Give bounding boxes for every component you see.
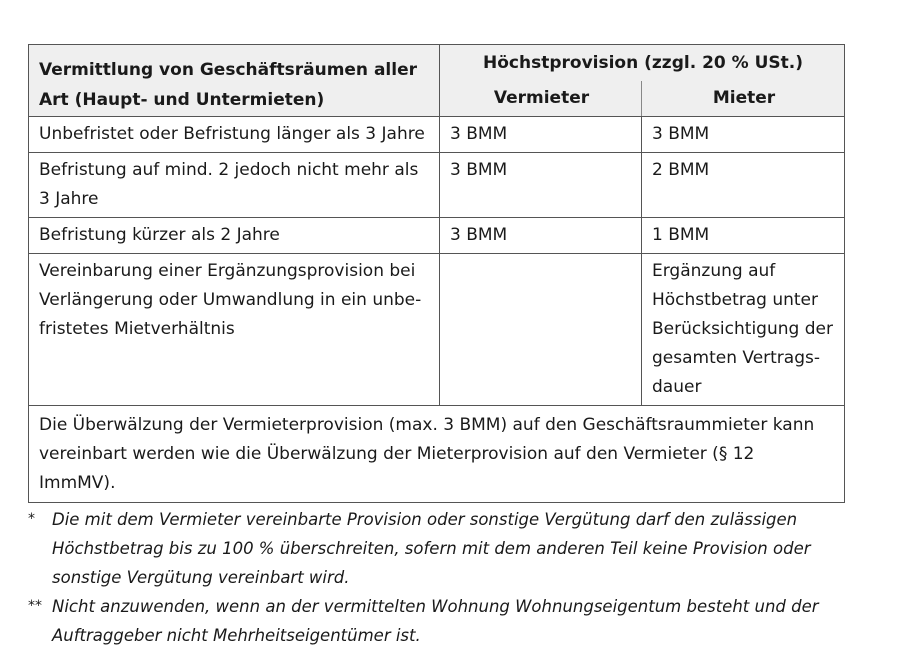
header-max-commission: Höchstprovision (zzgl. 20 % USt.) [440,45,845,82]
transfer-note: Die Überwälzung der Vermieterprovision (max. 3 BMM) auf den Geschäftsraummieter kann vereinbart werden wie die Überwälzung der Mieterprovision auf den Vermieter (§ 12 ImmMV). [29,406,845,503]
tenant-value: 1 BMM [642,218,845,254]
table-row [29,153,845,218]
table-header-row [29,45,845,82]
table-row [29,218,845,254]
footnote [28,505,858,592]
footnote-marker: * [28,511,35,527]
header-property-type: Vermittlung von Geschäftsräumen aller Art (Haupt- und Untermieten) [29,45,440,117]
commission-table [28,44,845,503]
landlord-value: 3 BMM [440,218,642,254]
footnote-marker: ** [28,598,42,614]
tenant-value: Ergänzung auf Höchstbetrag unter Berücksichtigung der gesamten Vertrags-dauer [642,254,845,406]
footnote [28,592,858,650]
row-label: Befristung kürzer als 2 Jahre [29,218,440,254]
tenant-value: 3 BMM [642,117,845,153]
row-label: Befristung auf mind. 2 jedoch nicht mehr als 3 Jahre [29,153,440,218]
header-tenant: Mieter [642,81,845,117]
row-label: Unbefristet oder Befristung länger als 3 Jahre [29,117,440,153]
footnote-text: Die mit dem Vermieter vereinbarte Provision oder sonstige Vergütung darf den zulässigen Höchstbetrag bis zu 100 % überschreiten, sofern mit dem anderen Teil keine Provision oder sonstige Vergütung vereinbart wird. [52,510,811,587]
footnote-text: Nicht anzuwenden, wenn an der vermittelten Wohnung Wohnungseigentum besteht und der Auftraggeber nicht Mehrheitseigentümer ist. [52,597,819,645]
tenant-value: 2 BMM [642,153,845,218]
landlord-value: 3 BMM [440,117,642,153]
header-landlord: Vermieter [440,81,642,117]
footnotes [28,505,858,650]
table-row [29,254,845,406]
landlord-value: 3 BMM [440,153,642,218]
landlord-value [440,254,642,406]
row-label: Vereinbarung einer Ergänzungsprovision bei Verlängerung oder Umwandlung in ein unbe-fristetes Mietverhältnis [29,254,440,406]
table-footer-row [29,406,845,503]
table-row [29,117,845,153]
